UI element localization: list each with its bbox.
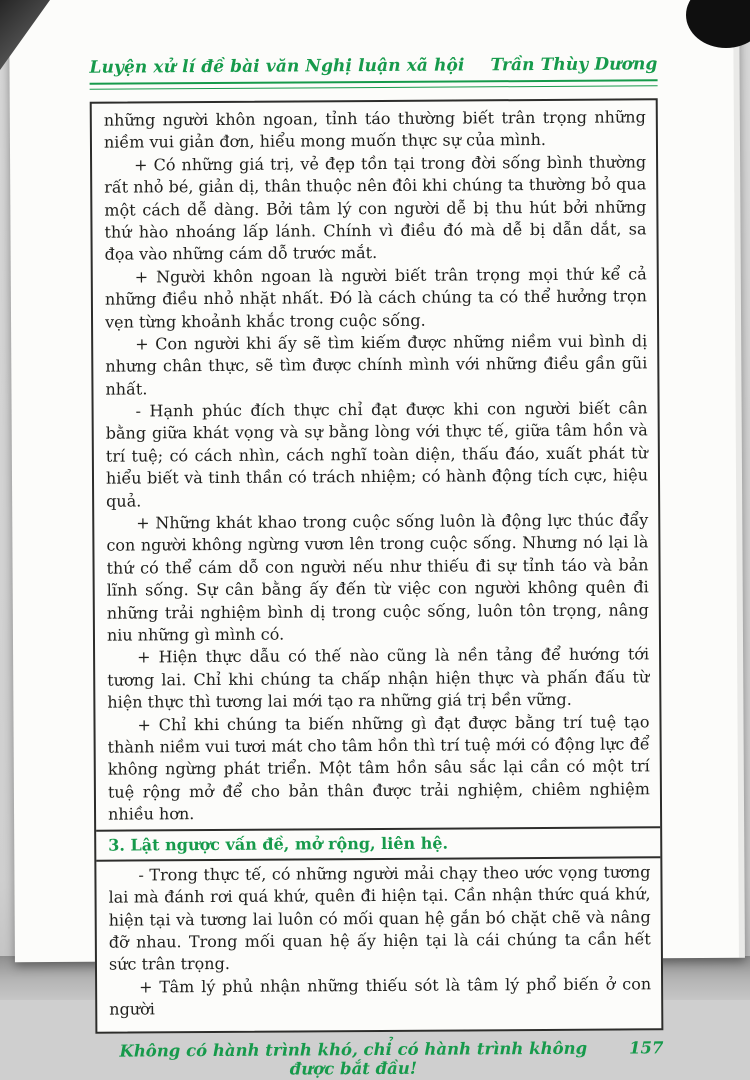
author-name: Trần Thùy Dương	[490, 54, 658, 76]
paragraph: + Người khôn ngoan là người biết trân trọng mọi thứ kể cả những điều nhỏ nhặt nhất. Đó là cách chúng ta có thể hưởng trọn vẹn từng khoảnh khắc trong cuộc sống.	[104, 264, 647, 332]
page-footer	[95, 1038, 663, 1079]
paragraph: - Trong thực tế, có những người mải chạy theo ước vọng tương lai mà đánh rơi quá khứ, quên đi hiện tại. Cần nhận thức quá khứ, hiện tại và tương lai luôn có mối quan hệ gắn bó chặt chẽ và nâng đỡ nhau. Trong mối quan hệ ấy hiện tại là cái chúng ta cần hết sức trân trọng.	[108, 862, 651, 975]
paragraph: - Hạnh phúc đích thực chỉ đạt được khi con người biết cân bằng giữa khát vọng và sự bằng lòng với thực tế, giữa tâm hồn và trí tuệ; có cách nhìn, cách nghĩ toàn diện, thấu đáo, xuất phát từ hiểu biết và tinh thần có trách nhiệm; có hành động tích cực, hiệu quả.	[105, 398, 649, 511]
paragraph: + Chỉ khi chúng ta biến những gì đạt được bằng trí tuệ tạo thành niềm vui tươi mát cho tâm hồn thì trí tuệ mới có động lực để không ngừng phát triển. Một tâm hồn sâu sắc lại cần có một trí tuệ rộng mở để cho bản thân được trải nghiệm, chiêm nghiệm nhiều hơn.	[107, 711, 650, 824]
page-header	[89, 54, 657, 77]
paragraph: + Những khát khao trong cuộc sống luôn là động lực thúc đẩy con người không ngừng vươn lên trong cuộc sống. Nhưng nó lại là thứ có thể cám dỗ con người nếu như thiếu đi sự tỉnh táo và bản lĩnh sống. Sự cân bằng ấy đến từ việc con người không quên đi những trải nghiệm bình dị trong cuộc sống, luôn tôn trọng, nâng niu những gì mình có.	[106, 510, 649, 645]
content-box	[90, 98, 664, 1033]
paragraph: + Con người khi ấy sẽ tìm kiếm được những niềm vui bình dị nhưng chân thực, sẽ tìm được chính mình với những điều gần gũi nhất.	[105, 331, 648, 399]
page-number: 157	[628, 1037, 664, 1058]
paragraph: + Có những giá trị, vẻ đẹp tồn tại trong đời sống bình thường rất nhỏ bé, giản dị, thân thuộc nên đôi khi chúng ta thường bỏ qua một cách dễ dàng. Bởi tâm lý con người dễ bị thu hút bởi những thứ hào nhoáng lấp lánh. Chính vì điều đó mà dễ bị dẫn dắt, sa đọa vào những cám dỗ trước mắt.	[104, 152, 647, 265]
header-divider	[90, 79, 658, 89]
paragraph: + Hiện thực dẫu có thế nào cũng là nền tảng để hướng tới tương lai. Chỉ khi chúng ta chấp nhận hiện thực và phấn đấu từ hiện thực thì tương lai mới tạo ra những giá trị bền vững.	[107, 644, 650, 712]
paragraph: những người khôn ngoan, tỉnh táo thường biết trân trọng những niềm vui giản đơn, hiểu mong muốn thực sự của mình.	[103, 107, 646, 153]
book-title: Luyện xử lí đề bài văn Nghị luận xã hội	[89, 55, 465, 78]
page-inner	[9, 0, 746, 1080]
paragraph: + Tâm lý phủ nhận những thiếu sót là tâm lý phổ biến ở con người	[109, 974, 652, 1019]
book-page	[9, 0, 745, 1079]
section-heading: 3. Lật ngược vấn đề, mở rộng, liên hệ.	[96, 826, 660, 862]
footer-quote: Không có hành trình khó, chỉ có hành trình không được bắt đầu!	[119, 1038, 588, 1079]
